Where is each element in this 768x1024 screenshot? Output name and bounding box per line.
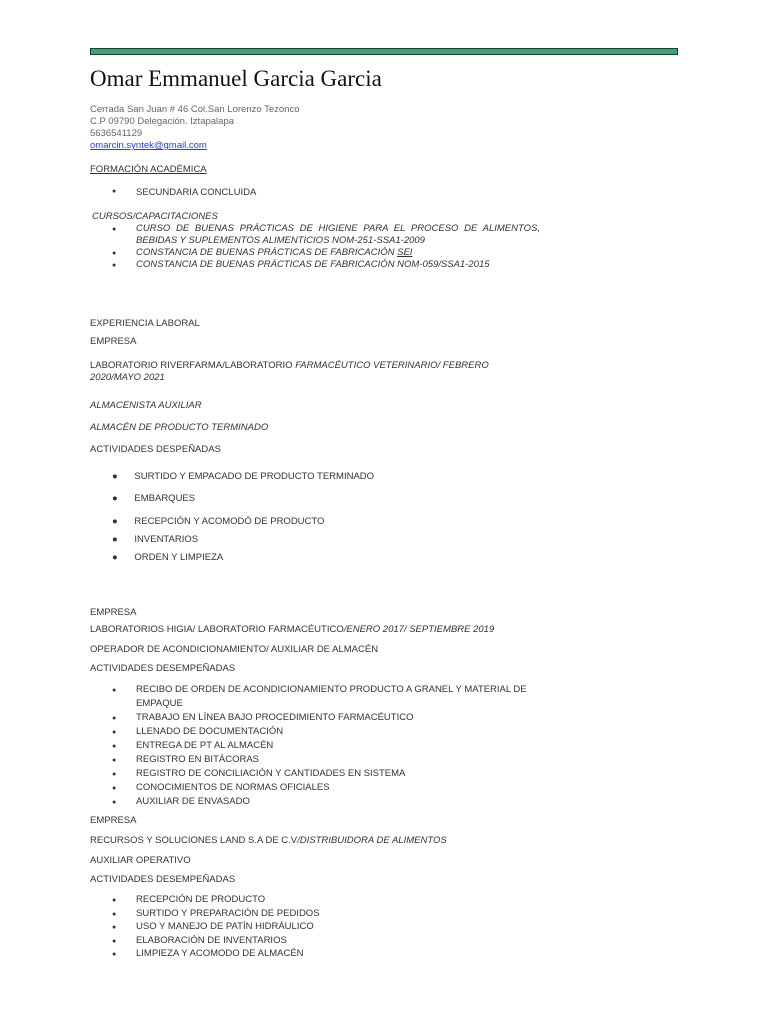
list-item: ● SECUNDARIA CONCLUIDA	[112, 187, 572, 198]
job2-activities-label: ACTIVIDADES DESEMPEÑADAS	[90, 663, 236, 674]
job3-company	[90, 835, 447, 846]
list-item: ● CONSTANCIA DE BUENAS PRÁCTICAS DE FABRICACIÓN NOM-059/SSA1-2015	[112, 259, 572, 271]
list-item: ● LIMPIEZA Y ACOMODO DE ALMACÉN	[112, 947, 572, 961]
email-link[interactable]: omarcin.syntek@gmail.com	[90, 140, 207, 151]
list-item: ● ORDEN Y LIMPIEZA	[112, 552, 224, 563]
education-list	[112, 187, 572, 198]
list-item	[112, 247, 572, 259]
job1-company-label: EMPRESA	[90, 336, 137, 347]
job2-activities-list	[112, 683, 572, 809]
course-sei-text: SEI	[397, 247, 413, 258]
job2-company-dates: /ENERO 2017/ SEPTIEMBRE 2019	[343, 624, 495, 635]
courses-heading: CURSOS/CAPACITACIONES	[92, 211, 218, 222]
list-item: ● CONOCIMIENTOS DE NORMAS OFICIALES	[112, 781, 572, 795]
header-rule	[90, 48, 678, 55]
address-line-2: C.P 09790 Delegación. Iztapalapa	[90, 116, 235, 127]
list-item: ● REGISTRO EN BITÁCORAS	[112, 753, 572, 767]
job1-activities-label: ACTIVIDADES DESPEÑADAS	[90, 444, 221, 455]
phone: 5636541129	[90, 128, 143, 139]
job1-company-dates-2: 2020/MAYO 2021	[90, 372, 165, 383]
list-item: ● RECIBO DE ORDEN DE ACONDICIONAMIENTO PRODUCTO A GRANEL Y MATERIAL DE EMPAQUE	[112, 683, 566, 711]
job2-company-name: LABORATORIOS HIGIA/ LABORATORIO FARMACÉUTICO	[90, 624, 344, 635]
list-item: ● LLENADO DE DOCUMENTACIÓN	[112, 725, 572, 739]
job3-activities-label: ACTIVIDADES DESEMPEÑADAS	[90, 874, 236, 885]
job3-company-label: EMPRESA	[90, 815, 137, 826]
list-item: ● EMBARQUES	[112, 493, 196, 504]
list-item: ● ENTREGA DE PT AL ALMACÉN	[112, 739, 572, 753]
list-item: ● USO Y MANEJO DE PATÍN HIDRÁULICO	[112, 920, 572, 934]
experience-heading: EXPERIENCIA LABORAL	[90, 318, 200, 329]
job2-company-label: EMPRESA	[90, 607, 137, 618]
job1-area: ALMACÉN DE PRODUCTO TERMINADO	[90, 422, 269, 433]
courses-list	[112, 223, 572, 271]
list-item: ● RECEPCIÓN DE PRODUCTO	[112, 893, 572, 907]
job1-company	[90, 360, 489, 371]
course-text: CONSTANCIA DE BUENAS PRÁCTICAS DE FABRICACIÓN	[136, 247, 398, 258]
job3-position: AUXILIAR OPERATIVO	[90, 855, 191, 866]
list-item: ● SURTIDO Y PREPARACIÓN DE PEDIDOS	[112, 907, 572, 921]
job3-company-dates: /DISTRIBUIDORA DE ALIMENTOS	[297, 835, 447, 846]
list-item: ● REGISTRO DE CONCILIACIÓN Y CANTIDADES EN SISTEMA	[112, 767, 572, 781]
job1-company-dates: FARMACÉUTICO VETERINARIO/ FEBRERO	[295, 360, 489, 371]
contact-block	[90, 104, 300, 152]
job1-position: ALMACENISTA AUXILIAR	[90, 400, 202, 411]
list-item: ● TRABAJO EN LÍNEA BAJO PROCEDIMIENTO FARMACÉUTICO	[112, 711, 572, 725]
job2-company	[90, 624, 494, 635]
candidate-name: Omar Emmanuel Garcia Garcia	[90, 66, 382, 91]
job3-activities-list	[112, 893, 572, 961]
list-item: ● CURSO DE BUENAS PRÁCTICAS DE HIGIENE PARA EL PROCESO DE ALIMENTOS, BEBIDAS Y SUPLEMENTOS ALIMENTICIOS NOM-251-SSA1-2009	[112, 223, 540, 247]
list-item: ● RECEPCIÓN Y ACOMODÓ DE PRODUCTO	[112, 516, 325, 527]
list-item: ● ELABORACIÓN DE INVENTARIOS	[112, 934, 572, 948]
job2-position: OPERADOR DE ACONDICIONAMIENTO/ AUXILIAR DE ALMACÉN	[90, 644, 379, 655]
address-line-1: Cerrada San Juan # 46 Col.San Lorenzo Tezonco	[90, 104, 300, 115]
job1-company-name: LABORATORIO RIVERFARMA/LABORATORIO	[90, 360, 296, 371]
list-item: ● SURTIDO Y EMPACADO DE PRODUCTO TERMINADO	[112, 471, 375, 482]
job3-company-name: RECURSOS Y SOLUCIONES LAND S.A DE C.V	[90, 835, 298, 846]
list-item: ● INVENTARIOS	[112, 534, 199, 545]
list-item: ● AUXILIAR DE ENVASADO	[112, 795, 572, 809]
education-heading: FORMACIÓN ACADÉMICA	[90, 164, 207, 175]
